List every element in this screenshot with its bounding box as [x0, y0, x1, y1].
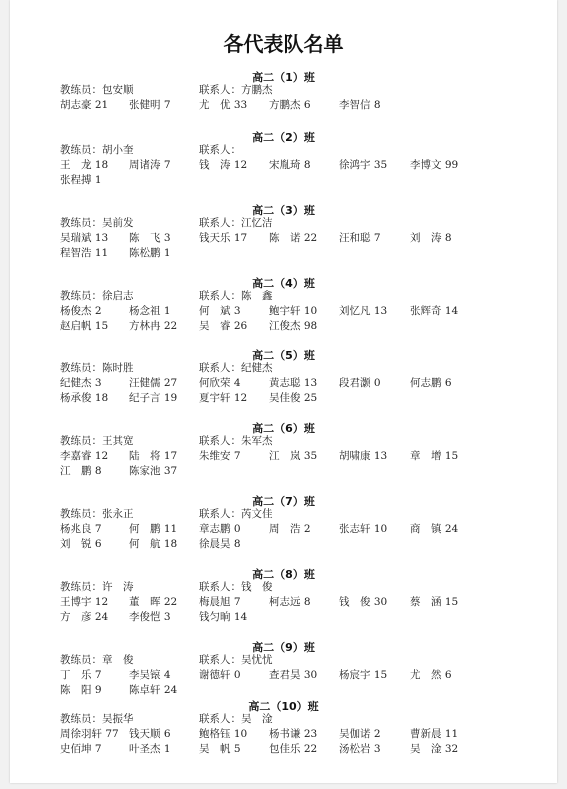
player-entry: 张健明 7 — [129, 99, 171, 111]
player-entry: 刘 锐 6 — [60, 538, 102, 550]
player-entry: 杨念祖 1 — [129, 305, 171, 317]
contact-label: 联系人：陈 鑫 — [199, 290, 273, 302]
page-title: 各代表队名单 — [223, 32, 344, 56]
player-entry: 张程搏 1 — [60, 174, 102, 186]
player-entry: 商 镇 24 — [410, 523, 459, 535]
player-entry: 周 浩 2 — [269, 523, 311, 535]
coach-label: 教练员：王其宽 — [60, 435, 134, 447]
player-entry: 汤松岩 3 — [339, 743, 381, 755]
player-entry: 李博文 99 — [410, 159, 459, 171]
coach-label: 教练员：张永正 — [60, 508, 134, 520]
player-entry: 徐鸿宇 35 — [339, 159, 388, 171]
class-title: 高二（5）班 — [252, 349, 315, 362]
player-entry: 丁 乐 7 — [60, 669, 102, 681]
player-entry: 蔡 涵 15 — [410, 596, 459, 608]
player-entry: 杨承俊 18 — [60, 392, 109, 404]
player-entry: 钱匀晌 14 — [199, 611, 248, 623]
player-entry: 陈 飞 3 — [129, 232, 171, 244]
contact-label: 联系人：纪健杰 — [199, 362, 273, 374]
player-entry: 章 增 15 — [410, 450, 459, 462]
player-entry: 何 鹏 11 — [129, 523, 178, 535]
coach-label: 教练员：许 涛 — [60, 581, 134, 593]
player-entry: 段君灏 0 — [339, 377, 381, 389]
player-entry: 陈 阳 9 — [60, 684, 102, 696]
player-entry: 陈松鹏 1 — [129, 247, 171, 259]
player-entry: 吴 睿 26 — [199, 320, 248, 332]
player-entry: 梅晨旭 7 — [199, 596, 241, 608]
class-title: 高二（2）班 — [252, 131, 315, 144]
coach-label: 教练员：章 俊 — [60, 654, 134, 666]
player-entry: 李俊恺 3 — [129, 611, 171, 623]
player-entry: 何志鹏 6 — [410, 377, 452, 389]
coach-label: 教练员：吴振华 — [60, 713, 134, 725]
player-entry: 鲍宇轩 10 — [269, 305, 318, 317]
player-entry: 张志轩 10 — [339, 523, 388, 535]
player-entry: 赵启帆 15 — [60, 320, 109, 332]
player-entry: 杨俊杰 2 — [60, 305, 102, 317]
player-entry: 尤 优 33 — [199, 99, 248, 111]
player-entry: 钱天乐 17 — [199, 232, 248, 244]
coach-label: 教练员：胡小奎 — [60, 144, 134, 156]
contact-label: 联系人：钱 俊 — [199, 581, 273, 593]
player-entry: 江俊杰 98 — [269, 320, 318, 332]
player-entry: 刘 涛 8 — [410, 232, 452, 244]
class-title: 高二（9）班 — [252, 641, 315, 654]
contact-label: 联系人：吴忧忧 — [199, 654, 273, 666]
player-entry: 江 岚 35 — [269, 450, 318, 462]
player-entry: 胡啸康 13 — [339, 450, 388, 462]
player-entry: 刘忆凡 13 — [339, 305, 388, 317]
player-entry: 黄志聪 13 — [269, 377, 318, 389]
contact-label: 联系人：吴 淦 — [199, 713, 273, 725]
class-title: 高二（7）班 — [252, 495, 315, 508]
player-entry: 汪健儒 27 — [129, 377, 178, 389]
player-entry: 杨书谦 23 — [269, 728, 318, 740]
player-entry: 陈卓轩 24 — [129, 684, 178, 696]
class-title: 高二（4）班 — [252, 277, 315, 290]
class-title: 高二（1）班 — [252, 71, 315, 84]
contact-label: 联系人：江忆洁 — [199, 217, 273, 229]
coach-label: 教练员：吴前发 — [60, 217, 134, 229]
player-entry: 方鹏杰 6 — [269, 99, 311, 111]
player-entry: 曹新晨 11 — [410, 728, 459, 740]
player-entry: 杨宸宇 15 — [339, 669, 388, 681]
player-entry: 吴瑞斌 13 — [60, 232, 109, 244]
player-entry: 包佳乐 22 — [269, 743, 318, 755]
player-entry: 吴 帆 5 — [199, 743, 241, 755]
player-entry: 徐晨昊 8 — [199, 538, 241, 550]
player-entry: 汪和聪 7 — [339, 232, 381, 244]
player-entry: 叶圣杰 1 — [129, 743, 171, 755]
contact-label: 联系人：芮文佳 — [199, 508, 273, 520]
player-entry: 张辉奇 14 — [410, 305, 459, 317]
player-entry: 朱维安 7 — [199, 450, 241, 462]
player-entry: 方 彦 24 — [60, 611, 109, 623]
player-entry: 吴伽诺 2 — [339, 728, 381, 740]
player-entry: 李智信 8 — [339, 99, 381, 111]
player-entry: 尤 然 6 — [410, 669, 452, 681]
player-entry: 方林冉 22 — [129, 320, 178, 332]
player-entry: 周徐羽轩 77 — [60, 728, 119, 740]
player-entry: 胡志豪 21 — [60, 99, 109, 111]
coach-label: 教练员：包安顺 — [60, 84, 134, 96]
class-title: 高二（8）班 — [252, 568, 315, 581]
player-entry: 陆 将 17 — [129, 450, 178, 462]
player-entry: 钱 涛 12 — [199, 159, 248, 171]
coach-label: 教练员：徐启志 — [60, 290, 134, 302]
player-entry: 钱天顺 6 — [129, 728, 171, 740]
player-entry: 纪健杰 3 — [60, 377, 102, 389]
class-title: 高二（10）班 — [248, 700, 319, 713]
player-entry: 吴佳俊 25 — [269, 392, 318, 404]
player-entry: 何 斌 3 — [199, 305, 241, 317]
player-entry: 纪子言 19 — [129, 392, 178, 404]
player-entry: 何 航 18 — [129, 538, 178, 550]
player-entry: 章志鹏 0 — [199, 523, 241, 535]
class-title: 高二（6）班 — [252, 422, 315, 435]
class-title: 高二（3）班 — [252, 204, 315, 217]
player-entry: 夏宇轩 12 — [199, 392, 248, 404]
player-entry: 查君昊 30 — [269, 669, 318, 681]
player-entry: 陈 诺 22 — [269, 232, 318, 244]
contact-label: 联系人：方鹏杰 — [199, 84, 273, 96]
player-entry: 程智浩 11 — [60, 247, 109, 259]
player-entry: 杨兆良 7 — [60, 523, 102, 535]
player-entry: 史佰坤 7 — [60, 743, 102, 755]
player-entry: 何欣荣 4 — [199, 377, 241, 389]
player-entry: 周诸涛 7 — [129, 159, 171, 171]
player-entry: 江 鹏 8 — [60, 465, 102, 477]
player-entry: 谢德轩 0 — [199, 669, 241, 681]
player-entry: 钱 俊 30 — [339, 596, 388, 608]
contact-label: 联系人：朱军杰 — [199, 435, 273, 447]
player-entry: 李吴锿 4 — [129, 669, 171, 681]
player-entry: 董 晖 22 — [129, 596, 178, 608]
player-entry: 王博宇 12 — [60, 596, 109, 608]
player-entry: 柯志远 8 — [269, 596, 311, 608]
coach-label: 教练员：陈时胜 — [60, 362, 134, 374]
contact-label: 联系人： — [199, 144, 241, 156]
player-entry: 陈家池 37 — [129, 465, 178, 477]
player-entry: 吴 淦 32 — [410, 743, 459, 755]
player-entry: 宋胤琦 8 — [269, 159, 311, 171]
player-entry: 鲍格钰 10 — [199, 728, 248, 740]
player-entry: 李嘉睿 12 — [60, 450, 109, 462]
player-entry: 王 龙 18 — [60, 159, 109, 171]
